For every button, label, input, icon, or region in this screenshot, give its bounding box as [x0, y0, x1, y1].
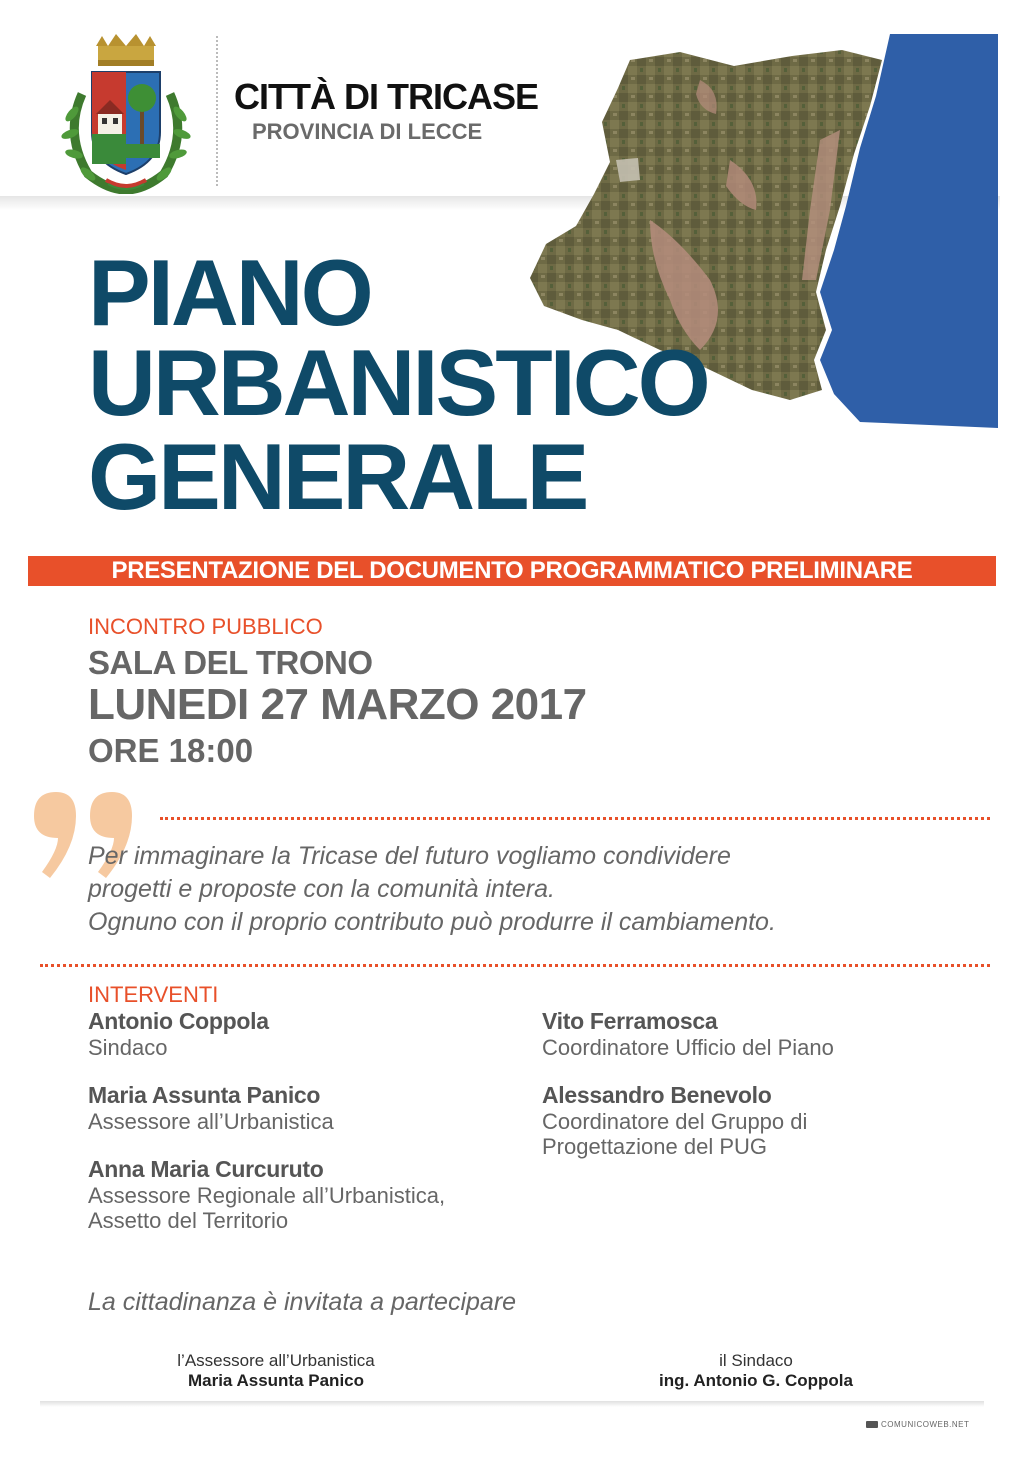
- event-venue: SALA DEL TRONO: [88, 644, 373, 681]
- speaker-name: Vito Ferramosca: [542, 1008, 718, 1034]
- speaker-role: Assessore Regionale all’Urbanistica,: [88, 1183, 446, 1208]
- speaker-item: [88, 1156, 445, 1233]
- speaker-name: Alessandro Benevolo: [542, 1082, 772, 1108]
- speaker-role: Sindaco: [88, 1035, 168, 1060]
- speaker-item: [542, 1008, 834, 1060]
- event-time: ORE 18:00: [88, 732, 254, 769]
- speaker-item: [88, 1008, 269, 1060]
- signature-name: Maria Assunta Panico: [187, 1371, 365, 1390]
- credit-label: COMUNICOWEB.NET: [881, 1420, 970, 1429]
- speaker-role: Coordinatore del Gruppo di: [542, 1109, 808, 1134]
- signature-name: ing. Antonio G. Coppola: [659, 1371, 853, 1390]
- quote-line-1: Per immaginare la Tricase del futuro vogliamo condividere: [88, 842, 731, 870]
- speaker-name: Maria Assunta Panico: [88, 1082, 321, 1108]
- title-line-1: PIANO: [88, 240, 371, 345]
- invitation-text: La cittadinanza è invitata a partecipare: [88, 1288, 517, 1316]
- title-line-2: URBANISTICO: [88, 330, 708, 435]
- speaker-item: [542, 1082, 807, 1159]
- speaker-name: Antonio Coppola: [88, 1008, 269, 1034]
- signature-role: il Sindaco: [719, 1351, 793, 1370]
- speaker-role: Assetto del Territorio: [88, 1208, 289, 1233]
- quote-line-3: Ognuno con il proprio contributo può produrre il cambiamento.: [88, 908, 776, 936]
- bottom-shadow: [40, 1401, 984, 1407]
- speaker-role: Coordinatore Ufficio del Piano: [542, 1035, 834, 1060]
- city-crest-icon: [58, 34, 194, 194]
- event-date: LUNEDI 27 MARZO 2017: [88, 680, 587, 729]
- event-label: INCONTRO PUBBLICO: [88, 614, 323, 639]
- dotted-divider-top: [160, 817, 990, 820]
- quote-line-2: progetti e proposte con la comunità intera.: [88, 875, 555, 903]
- speaker-name: Anna Maria Curcuruto: [88, 1156, 324, 1182]
- speaker-role: Assessore all’Urbanistica: [88, 1109, 334, 1134]
- header-divider: [216, 36, 218, 186]
- presentation-banner: [28, 556, 996, 586]
- speakers-label: INTERVENTI: [88, 982, 219, 1007]
- signature-role: l’Assessore all’Urbanistica: [177, 1351, 375, 1370]
- province-subtitle: PROVINCIA DI LECCE: [252, 119, 483, 144]
- speaker-role: Progettazione del PUG: [542, 1134, 768, 1159]
- speaker-item: [88, 1082, 334, 1134]
- city-title: CITTÀ DI TRICASE: [234, 76, 538, 117]
- credit-text: [866, 1420, 969, 1429]
- signature-assessore: [140, 1351, 412, 1391]
- title-line-3: GENERALE: [88, 424, 587, 529]
- presentation-banner-text: PRESENTAZIONE DEL DOCUMENTO PROGRAMMATICO PRELIMINARE: [111, 557, 913, 584]
- credit-logo-icon: [866, 1421, 878, 1428]
- signature-sindaco: [620, 1351, 892, 1391]
- dotted-divider-bottom: [40, 964, 990, 967]
